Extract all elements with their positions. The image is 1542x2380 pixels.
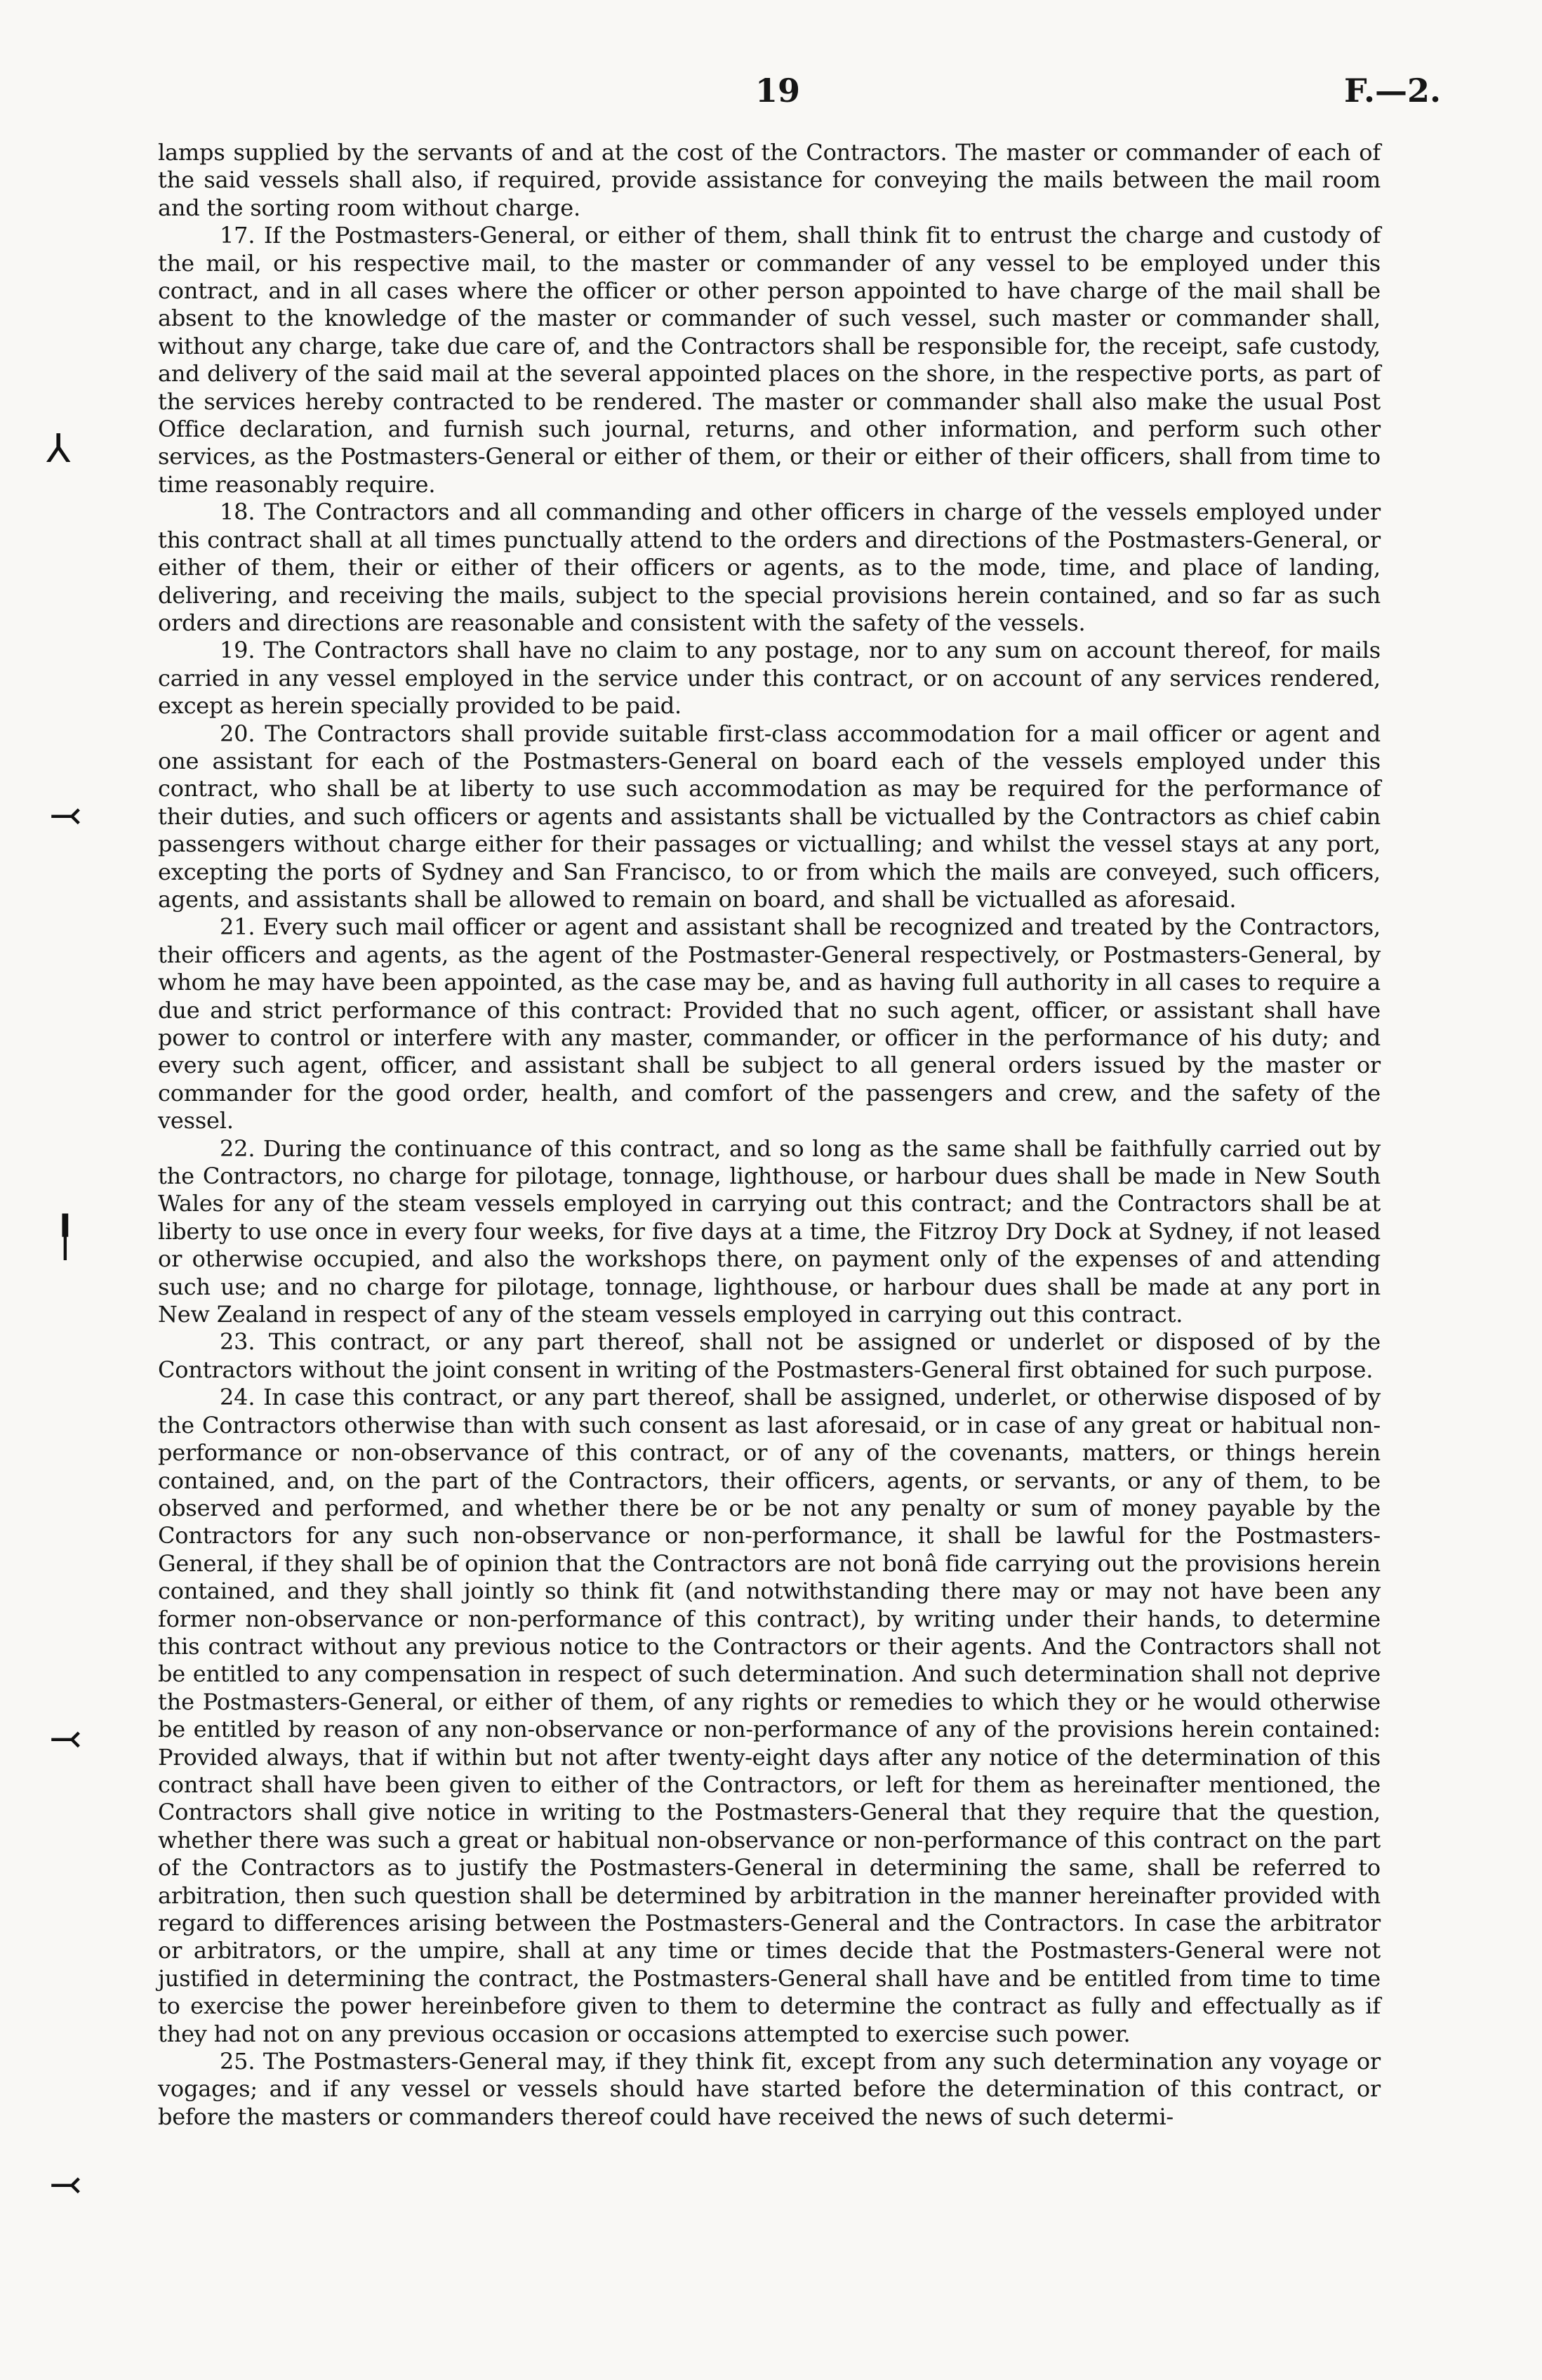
margin-mark-2: ⤙ [49, 793, 82, 839]
paragraph-16-continued: lamps supplied by the servants of and at the cost of the Contractors. The master or commander of each of the said vessels shall also, if required, provide assistance for conveying the mails between the mail room and the sorting room without charge. [158, 139, 1381, 221]
clause-21: 21. Every such mail officer or agent and assistant shall be recognized and treated by the Contractors, their officers and agents, as the agent of the Postmaster-General respectively, or Postmasters-General, by whom he may have been appointed, as the case may be, and as having full authority in all cases to require a due and strict performance of this contract: Provided that no such agent, officer, or assistant shall have power to control or interfere with any master, commander, or officer in the performance of his duty; and every such agent, officer, and assistant shall be subject to all general orders issued by the master or commander for the good order, health, and comfort of the passengers and crew, and the safety of the vessel. [158, 913, 1381, 1135]
clause-23: 23. This contract, or any part thereof, shall not be assigned or underlet or disposed of by the Contractors without the joint consent in writing of the Postmasters-General first obtained for such purpose. [158, 1328, 1381, 1383]
document-reference: F.—2. [1344, 72, 1442, 110]
margin-mark-4: ⤙ [49, 1717, 82, 1762]
clause-20: 20. The Contractors shall provide suitable first-class accommodation for a mail officer or agent and one assistant for each of the Postmasters-General on board each of the vessels employed under this contract, who shall be at liberty to use such accommodation as may be required for the performance of their duties, and such officers or agents and assistants shall be victualled by the Contractors as chief cabin passengers without charge either for their passages or victualling; and whilst the vessel stays at any port, excepting the ports of Sydney and San Francisco, to or from which the mails are conveyed, such officers, agents, and assistants shall be allowed to remain on board, and shall be victualled as aforesaid. [158, 720, 1381, 913]
page-number: 19 [755, 72, 801, 110]
margin-mark-5: ⤙ [49, 2162, 82, 2208]
body-text [158, 139, 1381, 2131]
clause-19: 19. The Contractors shall have no claim to any postage, nor to any sum on account thereof, for mails carried in any vessel employed in the service under this contract, or on account of any services rendered, except as herein specially provided to be paid. [158, 637, 1381, 720]
clause-24: 24. In case this contract, or any part thereof, shall be assigned, underlet, or otherwise disposed of by the Contractors otherwise than with such consent as last aforesaid, or in case of any great or habitual non-performance or non-observance of this contract, or of any of the covenants, matters, or things herein contained, and, on the part of the Contractors, their officers, agents, or servants, or any of them, to be observed and performed, and whether there be or be not any penalty or sum of money payable by the Contractors for any such non-observance or non-performance, it shall be lawful for the Postmasters-General, if they shall be of opinion that the Contractors are not bonâ fide carrying out the provisions herein contained, and they shall jointly so think fit (and notwithstanding there may or may not have been any former non-observance or non-performance of this contract), by writing under their hands, to determine this contract without any previous notice to the Contractors or their agents. And the Contractors shall not be entitled to any compensation in respect of such determination. And such determination shall not deprive the Postmasters-General, or either of them, of any rights or remedies to which they or he would otherwise be entitled by reason of any non-observance or non-performance of any of the provisions herein contained: Provided always, that if within but not after twenty-eight days after any notice of the determination of this contract shall have been given to either of the Contractors, or left for them as hereinafter mentioned, the Contractors shall give notice in writing to the Postmasters-General that they require that the question, whether there was such a great or habitual non-observance or non-performance of this contract on the part of the Contractors as to justify the Postmasters-General in determining the same, shall be referred to arbitration, then such question shall be determined by arbitration in the manner hereinafter provided with regard to differences arising between the Postmasters-General and the Contractors. In case the arbitrator or arbitrators, or the umpire, shall at any time or times decide that the Postmasters-General were not justified in determining the contract, the Postmasters-General shall have and be entitled from time to time to exercise the power hereinbefore given to them to determine the contract as fully and effectually as if they had not on any previous occasion or occasions attempted to exercise such power. [158, 1384, 1381, 2047]
clause-25: 25. The Postmasters-General may, if they think fit, except from any such determination any voyage or vogages; and if any vessel or vessels should have started before the determination of this contract, or before the masters or commanders thereof could have received the news of such determi- [158, 2048, 1381, 2130]
margin-mark-3: ╿ [53, 1215, 77, 1260]
margin-mark-1: ⅄ [46, 426, 71, 472]
clause-17: 17. If the Postmasters-General, or either of them, shall think fit to entrust the charge and custody of the mail, or his respective mail, to the master or commander of any vessel to be employed under this contract, and in all cases where the officer or other person appointed to have charge of the mail shall be absent to the knowledge of the master or commander of such vessel, such master or commander shall, without any charge, take due care of, and the Contractors shall be responsible for, the receipt, safe custody, and delivery of the said mail at the several appointed places on the shore, in the respective ports, as part of the services hereby contracted to be rendered. The master or commander shall also make the usual Post Office declaration, and furnish such journal, returns, and other information, and perform such other services, as the Postmasters-General or either of them, or their or either of their officers, shall from time to time reasonably require. [158, 222, 1381, 498]
clause-22: 22. During the continuance of this contract, and so long as the same shall be faithfully carried out by the Contractors, no charge for pilotage, tonnage, lighthouse, or harbour dues shall be made in New South Wales for any of the steam vessels employed in carrying out this contract; and the Contractors shall be at liberty to use once in every four weeks, for five days at a time, the Fitzroy Dry Dock at Sydney, if not leased or otherwise occupied, and also the workshops there, on payment only of the expenses of and attending such use; and no charge for pilotage, tonnage, lighthouse, or harbour dues shall be made at any port in New Zealand in respect of any of the steam vessels employed in carrying out this contract. [158, 1135, 1381, 1328]
clause-18: 18. The Contractors and all commanding and other officers in charge of the vessels employed under this contract shall at all times punctually attend to the orders and directions of the Postmasters-General, or either of them, their or either of their officers or agents, as to the mode, time, and place of landing, delivering, and receiving the mails, subject to the special provisions herein contained, and so far as such orders and directions are reasonable and consistent with the safety of the vessels. [158, 498, 1381, 636]
